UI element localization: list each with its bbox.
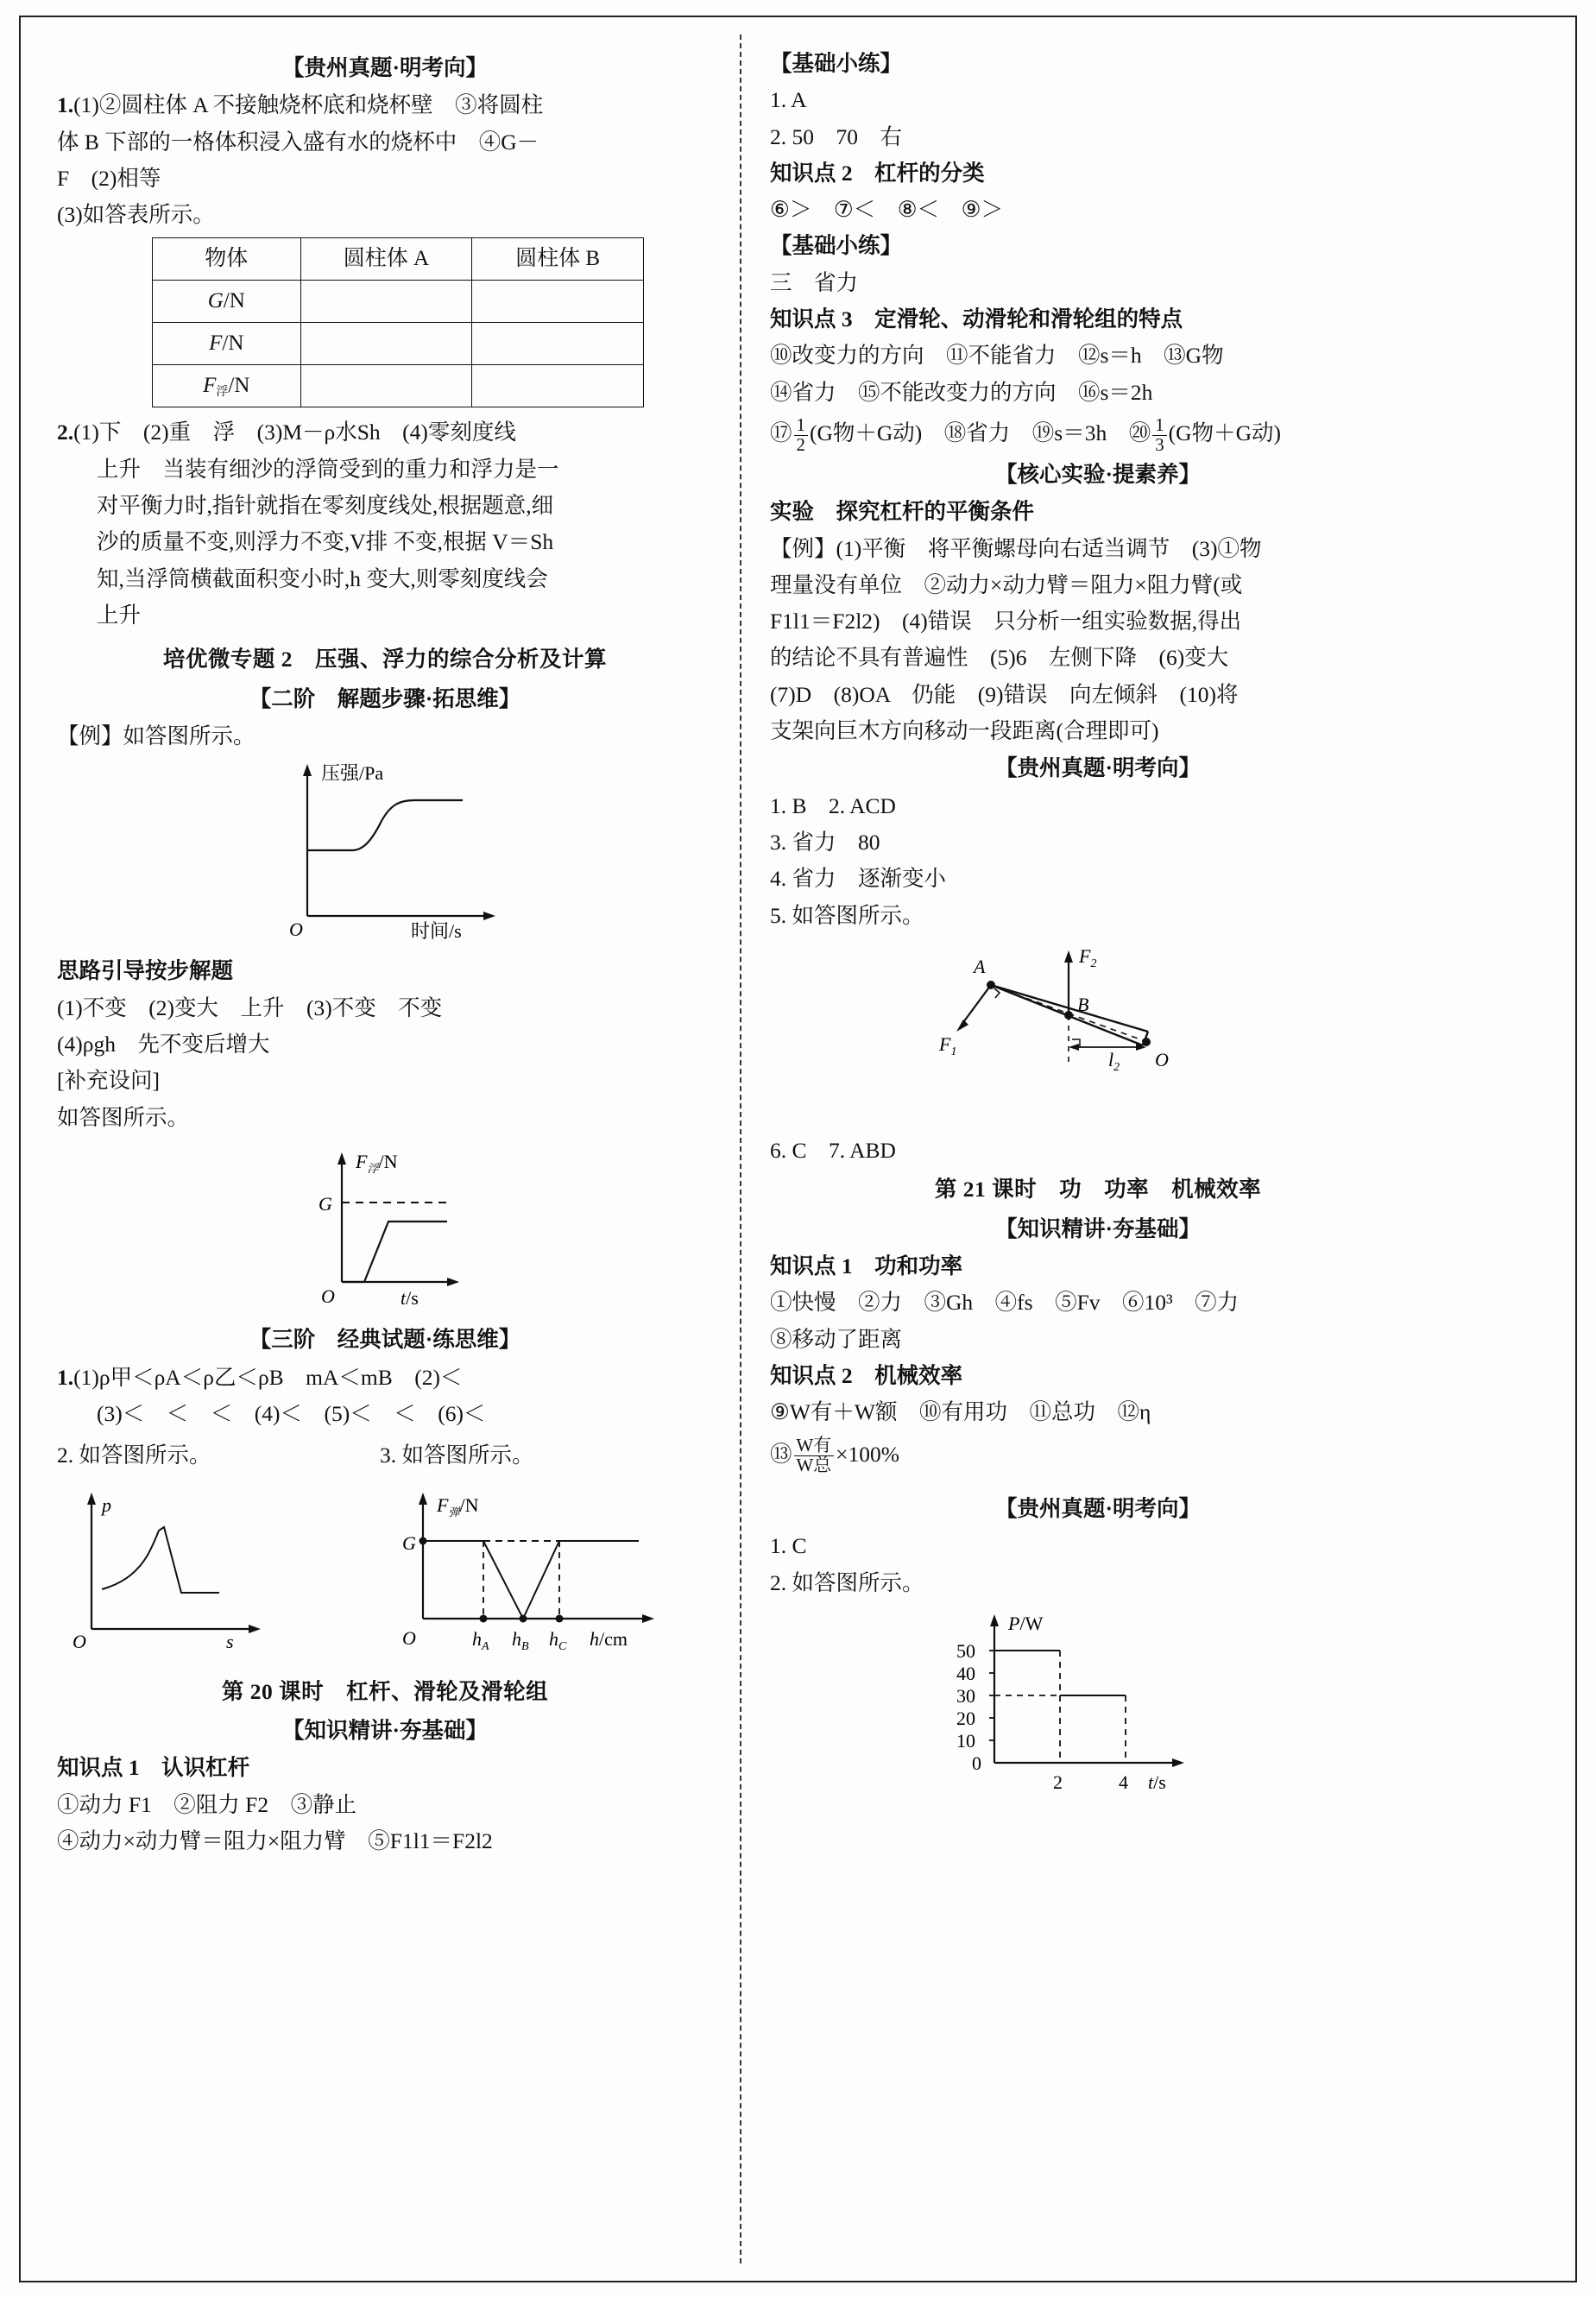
chart5-ytick-0: 0 — [972, 1752, 981, 1774]
guide-line-2: (4)ρgh 先不变后增大 — [57, 1032, 270, 1057]
knowledge-point-3-line-2: ⑭省力 ⑮不能改变力的方向 ⑯s＝2h — [770, 379, 1153, 405]
chart5-ytick-20: 20 — [956, 1707, 975, 1729]
k21-item-13-tail: ×100% — [836, 1441, 900, 1467]
k21-point-2-line-2 — [770, 1431, 1426, 1478]
stage3-question-number-1: 1. — [57, 1364, 74, 1390]
knowledge-point-1-line-2: ④动力×动力臂＝阻力×阻力臂 ⑤F1l1＝F2l2 — [57, 1828, 493, 1853]
k21-point-1-line-1: ①快慢 ②力 ③Gh ④fs ⑤Fv ⑥10³ ⑦力 — [770, 1290, 1240, 1316]
chart4-tick-hc: $h_C$ — [549, 1628, 567, 1654]
chart-pressure-distance — [57, 1474, 359, 1659]
stage3-q1-text-1: (1)ρ甲＜ρA＜ρ乙＜ρB mA＜mB (2)＜ — [73, 1364, 463, 1390]
chart2-x-label: t/s — [401, 1286, 419, 1309]
table-cell — [300, 365, 472, 407]
chart-power-time — [899, 1602, 1296, 1801]
stage3-question-1-line-2: (3)＜ ＜ ＜ (4)＜ (5)＜ ＜ (6)＜ — [97, 1400, 486, 1426]
fraction-denominator: 3 — [1155, 433, 1164, 455]
question-number-1: 1. — [57, 92, 74, 118]
chart-buoyancy-time — [204, 1137, 566, 1310]
basic-practice-2-line: 三 省力 — [770, 269, 859, 295]
chart-spring-force-height — [380, 1474, 716, 1659]
stage3-q2-block — [57, 1436, 359, 1670]
question-1-line-3: F (2)相等 — [57, 165, 161, 191]
stage3-question-1-line-1 — [57, 1360, 713, 1395]
lever-label-O: O — [1155, 1048, 1169, 1070]
stage3-question-2: 2. 如答图所示。 — [57, 1443, 211, 1468]
chart4-tick-hb: $h_B$ — [512, 1628, 529, 1654]
supplement-text: 如答图所示。 — [57, 1104, 190, 1130]
experiment-line-2: 理量没有单位 ②动力×动力臂＝阻力×阻力臂(或 — [770, 571, 1243, 597]
fraction-denominator: 2 — [796, 433, 805, 455]
lever-force-diagram — [908, 935, 1288, 1121]
page-frame-right — [1575, 16, 1577, 2282]
chart4-g-label: G — [402, 1532, 416, 1555]
experiment-title: 实验 探究杠杆的平衡条件 — [770, 499, 1035, 525]
basic-practice-heading-1: 【基础小练】 — [770, 51, 903, 76]
experiment-line-4: 的结论不具有普遍性 (5)6 左侧下降 (6)变大 — [770, 645, 1229, 671]
table-row-label-gn: G/N — [153, 281, 301, 323]
figure-pressure-time — [57, 755, 713, 951]
question-2-text-1: (1)下 (2)重 浮 (3)M－ρ水Sh (4)零刻度线 — [73, 420, 516, 445]
question-1-text-1: (1)②圆柱体 A 不接触烧杯底和烧杯壁 ③将圆柱 — [73, 92, 544, 118]
table-cell — [472, 323, 644, 365]
lesson-20-subtitle: 【知识精讲·夯基础】 — [281, 1718, 488, 1744]
lever-label-F2: $F_2$ — [1079, 944, 1097, 970]
knowledge-point-1-title: 知识点 1 认识杠杆 — [57, 1755, 250, 1781]
lever-label-B: B — [1077, 993, 1089, 1015]
fraction-numerator: 1 — [794, 416, 808, 436]
figure-lever-diagram — [770, 935, 1426, 1131]
question-1-line-1 — [57, 87, 713, 123]
example-label: 【例】如答图所示。 — [57, 723, 255, 748]
section-heading-guizhou-1: 【贵州真题·明考向】 — [281, 55, 488, 80]
column-divider — [740, 35, 741, 2263]
chart2-y-label: $F_浮/N$ — [356, 1150, 398, 1175]
stage3-question-3: 3. 如答图所示。 — [380, 1443, 534, 1468]
chart5-xtick-2: 2 — [1053, 1771, 1063, 1793]
k21-point-2-title: 知识点 2 机械效率 — [770, 1362, 963, 1388]
experiment-line-3: F1l1＝F2l2) (4)错误 只分析一组实验数据,得出 — [770, 609, 1242, 634]
lever-label-A: A — [974, 955, 986, 977]
chart5-xtick-4: 4 — [1119, 1771, 1128, 1793]
table-header-cylinder-a: 圆柱体 A — [300, 238, 472, 281]
table-row-label-fn: F/N — [153, 323, 301, 365]
answer-table — [152, 237, 644, 407]
question-2-line-4: 沙的质量不变,则浮力不变,V排 不变,根据 V＝Sh — [97, 529, 554, 555]
lesson-21-title: 第 21 课时 功 功率 机械效率 — [934, 1177, 1262, 1203]
chart4-x-label: h/cm — [590, 1628, 628, 1651]
table-row-label-ffn: F浮/N — [153, 365, 301, 407]
kp3-item-20-tail: (G物＋G动) — [1168, 420, 1281, 445]
knowledge-point-3-title: 知识点 3 定滑轮、动滑轮和滑轮组的特点 — [770, 306, 1183, 332]
fraction-numerator: 1 — [1152, 416, 1166, 436]
knowledge-point-3-line-1: ⑩改变力的方向 ⑪不能省力 ⑫s＝h ⑬G物 — [770, 343, 1224, 369]
right-column — [770, 45, 1426, 1813]
question-1-line-2: 体 B 下部的一格体积浸入盛有水的烧杯中 ④G－ — [57, 129, 539, 155]
guizhou-q6-q7: 6. C 7. ABD — [770, 1138, 896, 1164]
chart3-y-label: p — [102, 1494, 111, 1517]
chart4-y-label: $F_弹/N$ — [437, 1494, 479, 1519]
chart2-origin-label: O — [321, 1285, 335, 1307]
supplement-label: [补充设问] — [57, 1068, 160, 1094]
basic-practice-1-q1: 1. A — [770, 87, 807, 113]
table-row — [153, 323, 644, 365]
lesson-20-title: 第 20 课时 杠杆、滑轮及滑轮组 — [221, 1678, 549, 1704]
table-header-object: 物体 — [153, 238, 301, 281]
page-frame-top — [19, 16, 1577, 17]
chart3-origin-label: O — [73, 1631, 86, 1653]
knowledge-point-2-title: 知识点 2 杠杆的分类 — [770, 160, 985, 186]
stage-3-heading: 【三阶 经典试题·练思维】 — [249, 1327, 521, 1353]
stage3-figures-row — [57, 1436, 713, 1670]
table-cell — [300, 281, 472, 323]
knowledge-point-2-line: ⑥＞ ⑦＜ ⑧＜ ⑨＞ — [770, 197, 1003, 223]
table-header-cylinder-b: 圆柱体 B — [472, 238, 644, 281]
basic-practice-1-q2: 2. 50 70 右 — [770, 123, 903, 149]
guizhou2-q1: 1. C — [770, 1533, 807, 1559]
guizhou-q1-q2: 1. B 2. ACD — [770, 792, 896, 818]
table-row — [153, 365, 644, 407]
lesson-21-subtitle: 【知识精讲·夯基础】 — [994, 1215, 1201, 1241]
guizhou-q5: 5. 如答图所示。 — [770, 902, 924, 928]
knowledge-point-3-line-3 — [770, 411, 1426, 455]
chart1-x-label: 时间/s — [411, 920, 462, 942]
page-frame-bottom — [19, 2281, 1577, 2282]
basic-practice-heading-2: 【基础小练】 — [770, 233, 903, 259]
question-2-line-3: 对平衡力时,指针就指在零刻度线处,根据题意,细 — [97, 493, 554, 519]
figure-buoyancy-time — [57, 1137, 713, 1320]
stage3-q3-block — [380, 1436, 716, 1670]
page-frame-left — [19, 16, 21, 2282]
guide-title: 思路引导按步解题 — [57, 958, 234, 984]
kp3-item-17-18-19-20: (G物＋G动) ⑱省力 ⑲s＝3h ⑳ — [809, 420, 1151, 445]
chart1-origin-label: O — [289, 919, 303, 941]
k21-item-13: ⑬ — [770, 1441, 792, 1467]
core-experiment-heading: 【核心实验·提素养】 — [994, 461, 1201, 487]
chart5-y-label: P/W — [1008, 1612, 1044, 1634]
experiment-line-1: 【例】(1)平衡 将平衡螺母向右适当调节 (3)①物 — [770, 535, 1262, 561]
table-row — [153, 281, 644, 323]
chart3-x-label: s — [226, 1631, 234, 1653]
question-2-line-2: 上升 当装有细沙的浮筒受到的重力和浮力是一 — [97, 456, 559, 482]
chart5-ytick-40: 40 — [956, 1662, 975, 1684]
lever-label-l2: $l_2$ — [1108, 1048, 1120, 1074]
chart5-ytick-30: 30 — [956, 1684, 975, 1707]
chart-pressure-time — [204, 755, 566, 941]
fraction-denominator: W总 — [796, 1455, 832, 1476]
table-header-row — [153, 238, 644, 281]
topic-title-2: 培优微专题 2 压强、浮力的综合分析及计算 — [162, 647, 608, 672]
lever-label-F1: $F_1$ — [939, 1032, 957, 1058]
chart4-origin-label: O — [402, 1627, 416, 1650]
guizhou-q3: 3. 省力 80 — [770, 829, 880, 855]
knowledge-point-1-line-1: ①动力 F1 ②阻力 F2 ③静止 — [57, 1791, 357, 1817]
k21-point-1-line-2: ⑧移动了距离 — [770, 1326, 903, 1352]
question-2-line-5: 知,当浮筒横截面积变小时,h 变大,则零刻度线会 — [97, 565, 548, 591]
stage-2-heading: 【二阶 解题步骤·拓思维】 — [249, 685, 521, 711]
fraction-one-half — [794, 416, 808, 455]
chart1-y-label: 压强/Pa — [321, 762, 384, 785]
table-cell — [472, 365, 644, 407]
question-2-line-1 — [57, 414, 713, 450]
left-column — [57, 45, 713, 1859]
kp3-item-17: ⑰ — [770, 420, 792, 445]
guizhou2-q2: 2. 如答图所示。 — [770, 1569, 924, 1595]
guide-line-1: (1)不变 (2)变大 上升 (3)不变 不变 — [57, 994, 443, 1020]
fraction-one-third — [1152, 416, 1166, 455]
table-cell — [300, 323, 472, 365]
k21-point-2-line-1: ⑨W有＋W额 ⑩有用功 ⑪总功 ⑫η — [770, 1399, 1151, 1425]
chart2-g-label: G — [319, 1192, 332, 1215]
question-number-2: 2. — [57, 420, 74, 445]
fraction-efficiency — [794, 1436, 835, 1475]
table-cell — [472, 281, 644, 323]
chart5-ytick-10: 10 — [956, 1729, 975, 1752]
experiment-line-5: (7)D (8)OA 仍能 (9)错误 向左倾斜 (10)将 — [770, 681, 1239, 707]
chart4-tick-ha: $h_A$ — [472, 1628, 489, 1654]
question-2-line-6: 上升 — [97, 602, 142, 628]
chart5-ytick-50: 50 — [956, 1639, 975, 1662]
section-heading-guizhou-2: 【贵州真题·明考向】 — [994, 755, 1201, 781]
figure-power-time — [770, 1602, 1426, 1811]
k21-point-1-title: 知识点 1 功和功率 — [770, 1253, 963, 1279]
experiment-line-6: 支架向巨木方向移动一段距离(合理即可) — [770, 718, 1159, 744]
chart5-x-label: t/s — [1148, 1771, 1166, 1793]
guizhou-q4: 4. 省力 逐渐变小 — [770, 866, 947, 892]
question-1-line-4: (3)如答表所示。 — [57, 202, 215, 228]
fraction-numerator: W有 — [794, 1436, 835, 1456]
section-heading-guizhou-3: 【贵州真题·明考向】 — [994, 1496, 1201, 1522]
